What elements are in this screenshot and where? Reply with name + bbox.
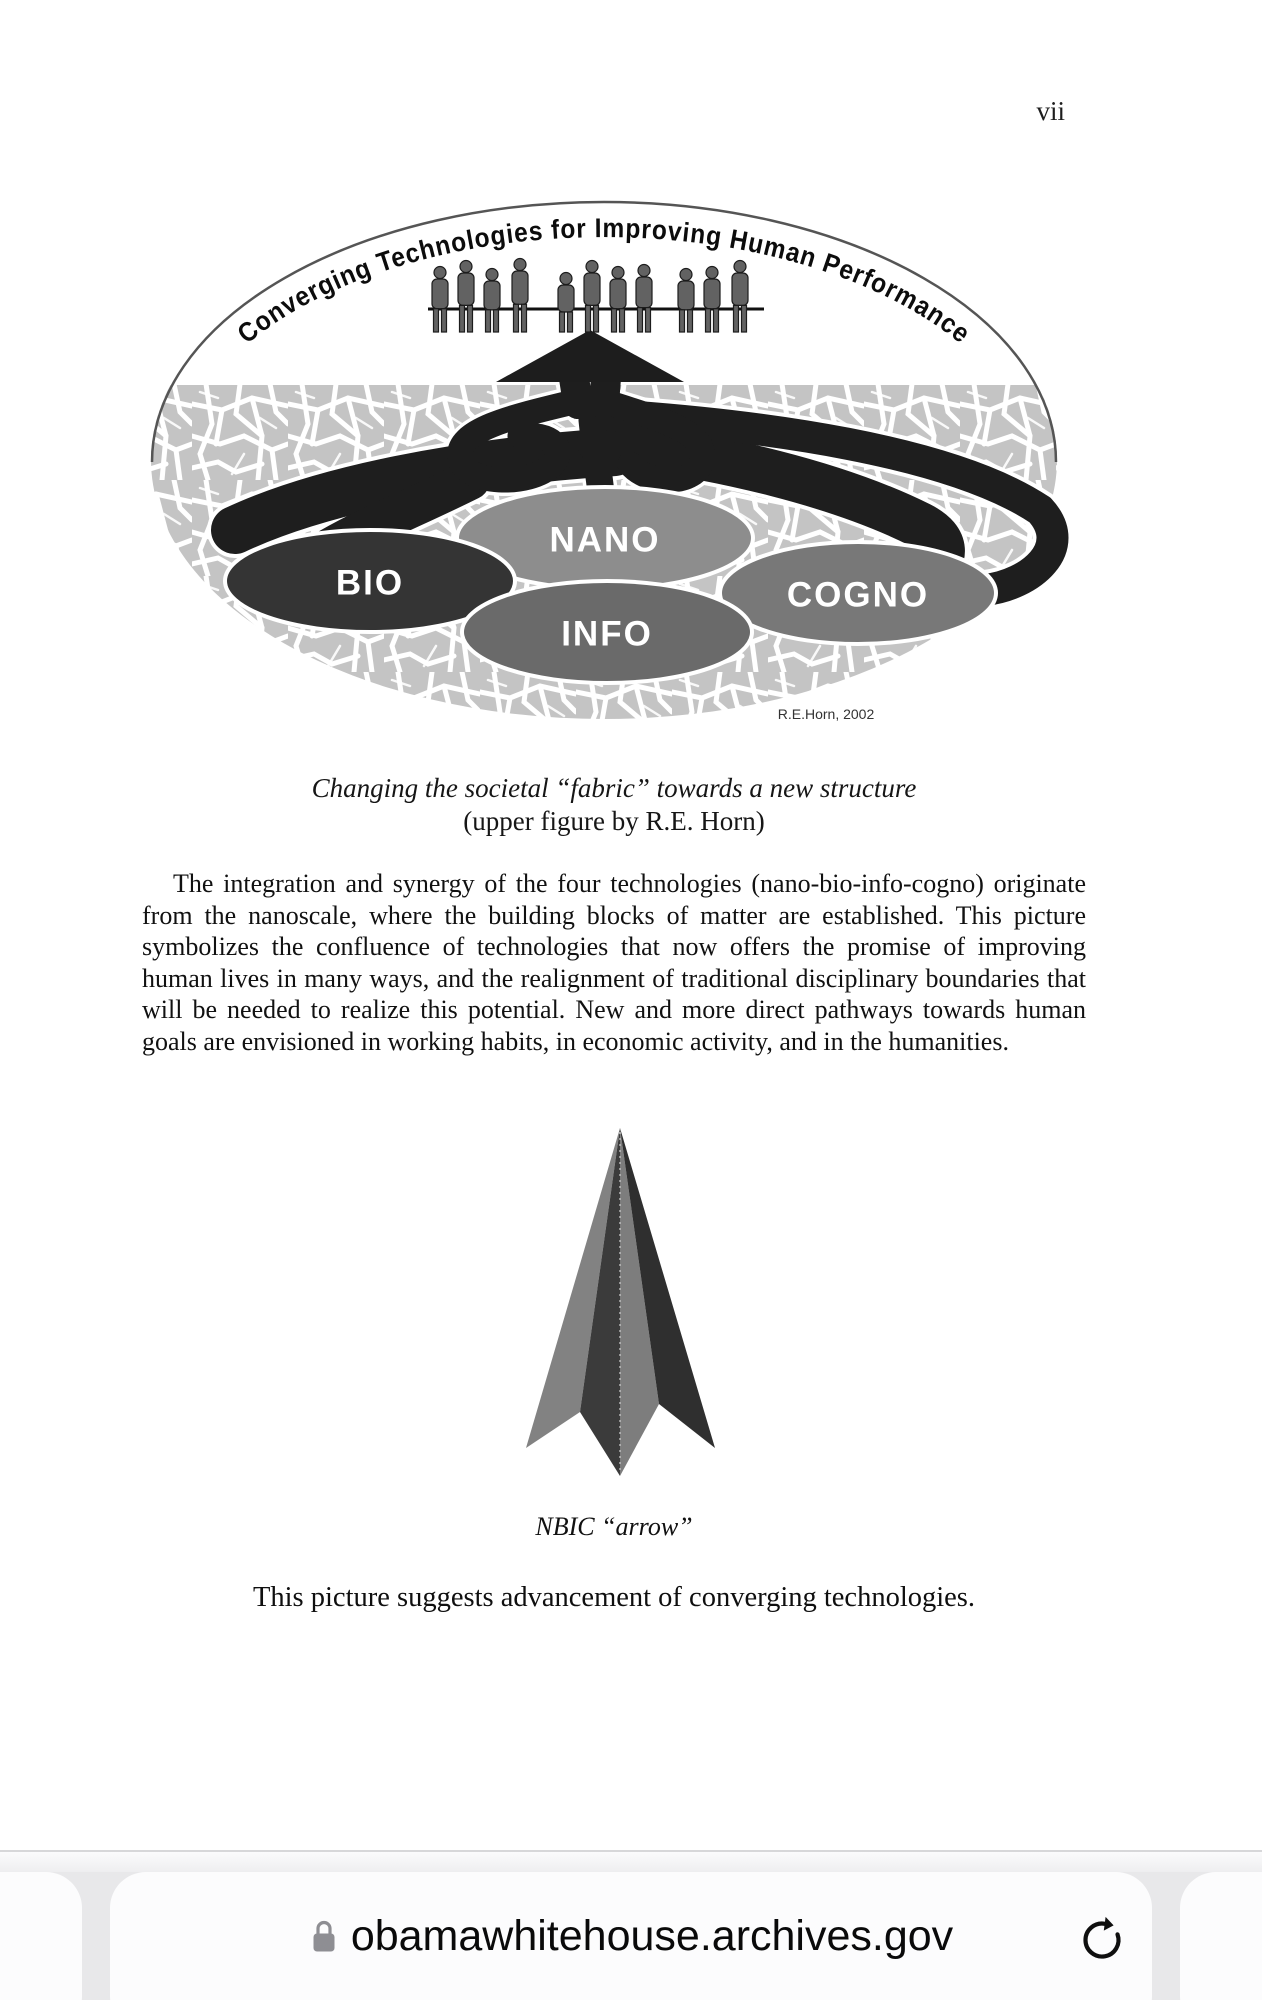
info-label: INFO [561,614,653,654]
people-silhouettes-icon [428,259,764,333]
body-paragraph: The integration and synergy of the four technologies (nano-bio-info-cogno) originate from the nanoscale, where the building blocks of matter are established. This picture symbolizes the confluence of technologies that now offers the promise of improving human lives in many ways, and the realignment of traditional disciplinary boundaries that will be needed to realize this potential. New and more direct pathways towards human goals are envisioned in working habits, in economic activity, and in the humanities. [142,869,1086,1056]
caption-line1: Changing the societal “fabric” towards a new structure [311,773,917,803]
convergence-arrow-icon [496,330,684,382]
browser-bottom-bar [0,1850,1262,2000]
nbic-caption: NBIC “arrow” [535,1512,693,1541]
convergence-figure [140,190,1070,730]
figure-attribution: R.E.Horn, 2002 [777,706,875,722]
reload-button[interactable] [1078,1910,1128,1962]
closing-sentence: This picture suggests advancement of converging technologies. [252,1582,976,1613]
figure-arc-title: Converging Technologies for Improving Human Performance [231,213,978,350]
figure-caption [142,772,1086,838]
next-tab-stub[interactable] [1180,1872,1262,2000]
url-text: obamawhitehouse.archives.gov [350,1911,954,1960]
cogno-label: COGNO [786,575,930,615]
nbic-arrow-icon [500,1115,750,1490]
toolbar-top-strip [0,1852,1262,1872]
bio-label: BIO [335,563,405,603]
previous-tab-stub[interactable] [0,1872,82,2000]
lock-icon [309,1917,339,1955]
page-number: vii [1036,96,1065,126]
reload-icon [1079,1912,1127,1960]
nano-label: NANO [549,520,661,560]
url-bar[interactable] [110,1872,1152,2000]
caption-line2: (upper figure by R.E. Horn) [463,806,765,836]
